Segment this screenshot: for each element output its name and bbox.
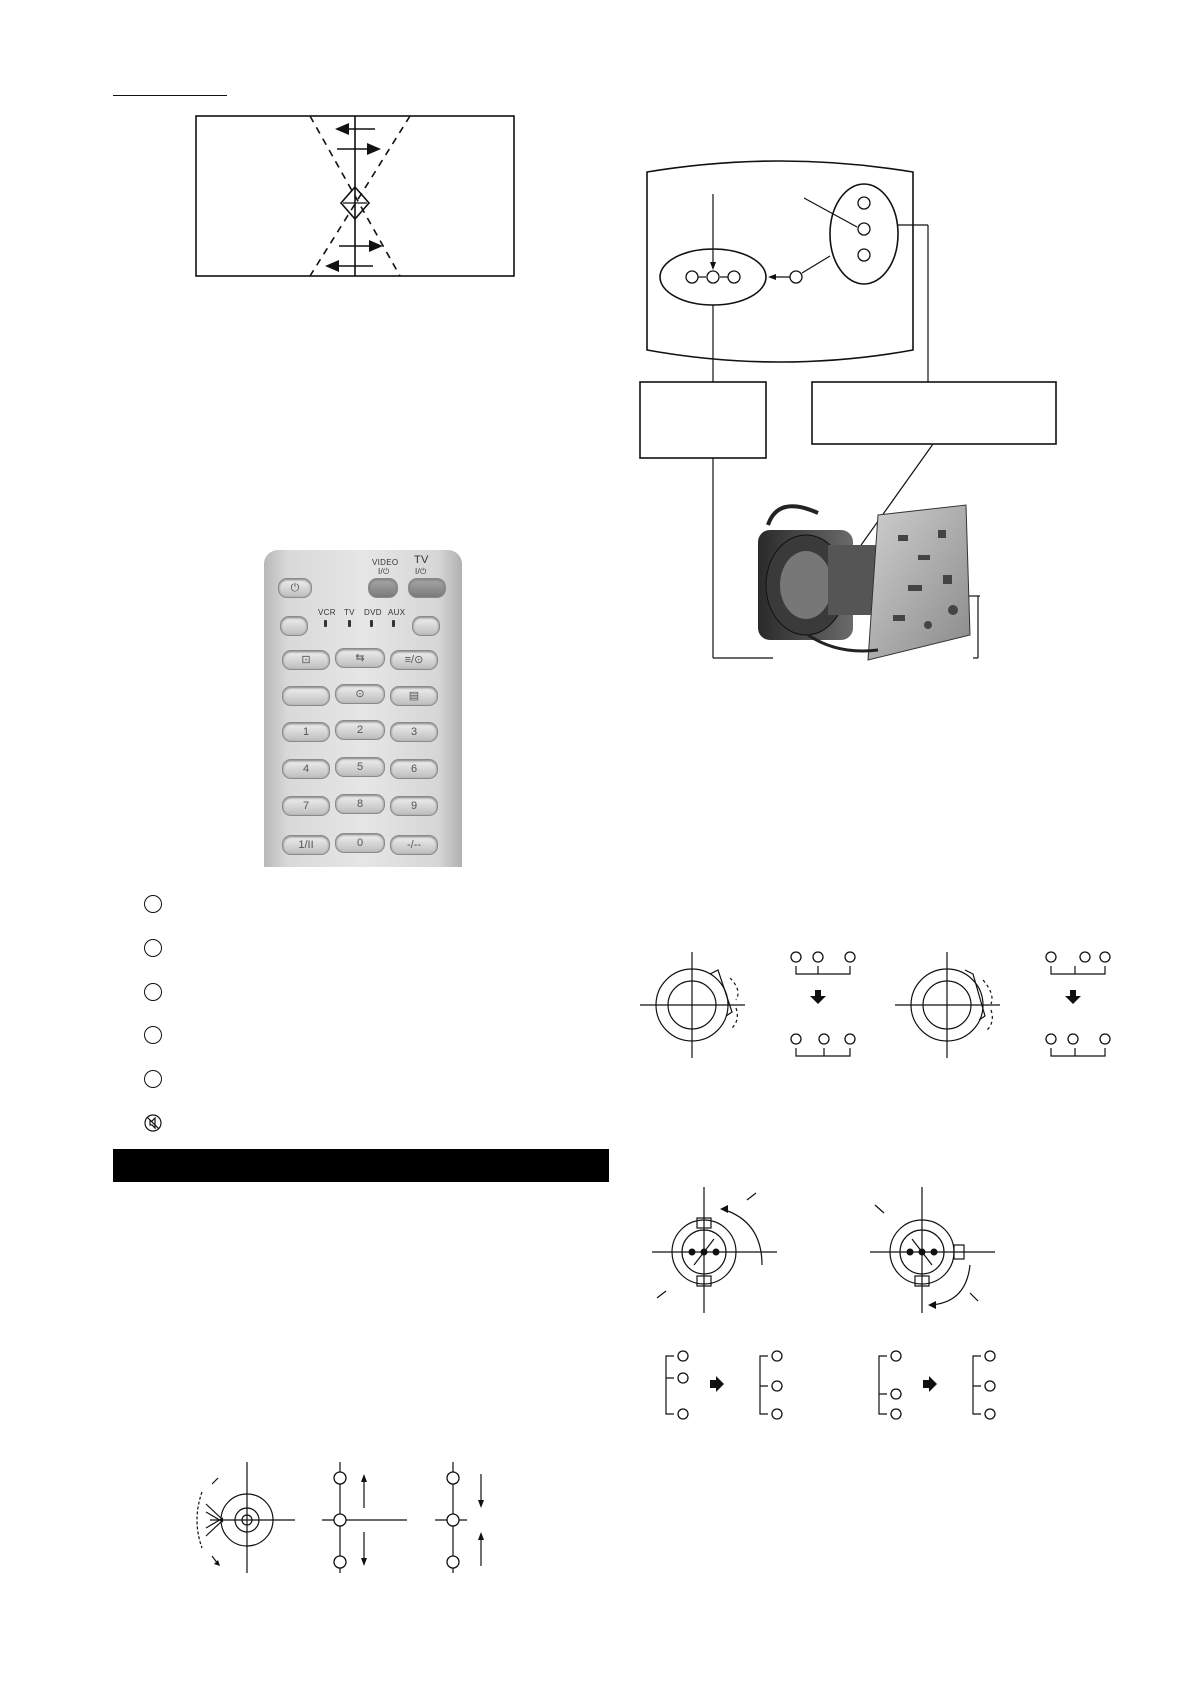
aux-led bbox=[392, 620, 395, 627]
vcr-led bbox=[324, 620, 327, 627]
key-4[interactable]: 4 bbox=[282, 759, 330, 779]
key-9[interactable]: 9 bbox=[390, 796, 438, 816]
static-convergence-ring-diagram-1 bbox=[640, 950, 745, 1060]
section-heading-bar bbox=[113, 1149, 609, 1182]
video-label: VIDEO bbox=[372, 558, 399, 567]
mode-right-button[interactable] bbox=[412, 616, 440, 636]
tv-led bbox=[348, 620, 351, 627]
key-7[interactable]: 7 bbox=[282, 796, 330, 816]
key-r1c2[interactable]: ⇆ bbox=[335, 648, 385, 668]
legend-circle-icon-4 bbox=[144, 1026, 162, 1044]
key-3[interactable]: 3 bbox=[390, 722, 438, 742]
purity-beam-diagram-1 bbox=[322, 1460, 407, 1575]
key-2[interactable]: 2 bbox=[335, 720, 385, 740]
key-5[interactable]: 5 bbox=[335, 757, 385, 777]
mode-left-button[interactable] bbox=[280, 616, 308, 636]
key-r2c2[interactable]: ⊙ bbox=[335, 684, 385, 704]
key-0[interactable]: 0 bbox=[335, 833, 385, 853]
legend-circle-icon-3 bbox=[144, 983, 162, 1001]
static-convergence-beam-diagram-1 bbox=[788, 950, 858, 1060]
key-r2c3[interactable]: ▤ bbox=[390, 686, 438, 706]
tv-power-button[interactable] bbox=[408, 578, 446, 598]
static-convergence-ring-diagram-2 bbox=[895, 950, 1000, 1060]
tv-label: TV bbox=[414, 554, 429, 566]
key-r1c1[interactable]: ⊡ bbox=[282, 650, 330, 670]
legend-circle-icon-1 bbox=[144, 895, 162, 913]
vertical-convergence-ring-diagram-1 bbox=[652, 1185, 777, 1315]
dvd-led bbox=[370, 620, 373, 627]
remote-control-photo: ⏻ VIDEO I/⏻ TV I/⏻ VCR TV DVD AUX ⊡ ⇆ ≡/⊙ ⊙ ▤ 1 2 3 4 5 6 7 8 9 1/II 0 -/-- bbox=[264, 550, 462, 867]
convergence-cross-diagram bbox=[195, 115, 515, 279]
legend-circle-icon-5 bbox=[144, 1070, 162, 1088]
heading-underline bbox=[113, 95, 227, 96]
key-dash[interactable]: -/-- bbox=[390, 835, 438, 855]
purity-beam-diagram-2 bbox=[435, 1460, 495, 1575]
key-6[interactable]: 6 bbox=[390, 759, 438, 779]
key-1[interactable]: 1 bbox=[282, 722, 330, 742]
key-r1c3[interactable]: ≡/⊙ bbox=[390, 650, 438, 670]
vertical-beam-shift-diagram-1 bbox=[660, 1350, 790, 1422]
purity-magnet-diagram bbox=[190, 1460, 295, 1575]
static-convergence-beam-diagram-2 bbox=[1043, 950, 1113, 1060]
key-8[interactable]: 8 bbox=[335, 794, 385, 814]
vertical-beam-shift-diagram-2 bbox=[873, 1350, 1003, 1422]
legend-circle-icon-2 bbox=[144, 939, 162, 957]
key-1-ii[interactable]: 1/II bbox=[282, 835, 330, 855]
crt-neck-pcb-photo bbox=[748, 485, 978, 670]
mute-icon bbox=[144, 1114, 162, 1132]
video-power-button[interactable] bbox=[368, 578, 398, 598]
vertical-convergence-ring-diagram-2 bbox=[870, 1185, 995, 1315]
key-r2c1[interactable] bbox=[282, 686, 330, 706]
standby-button[interactable]: ⏻ bbox=[278, 578, 312, 598]
